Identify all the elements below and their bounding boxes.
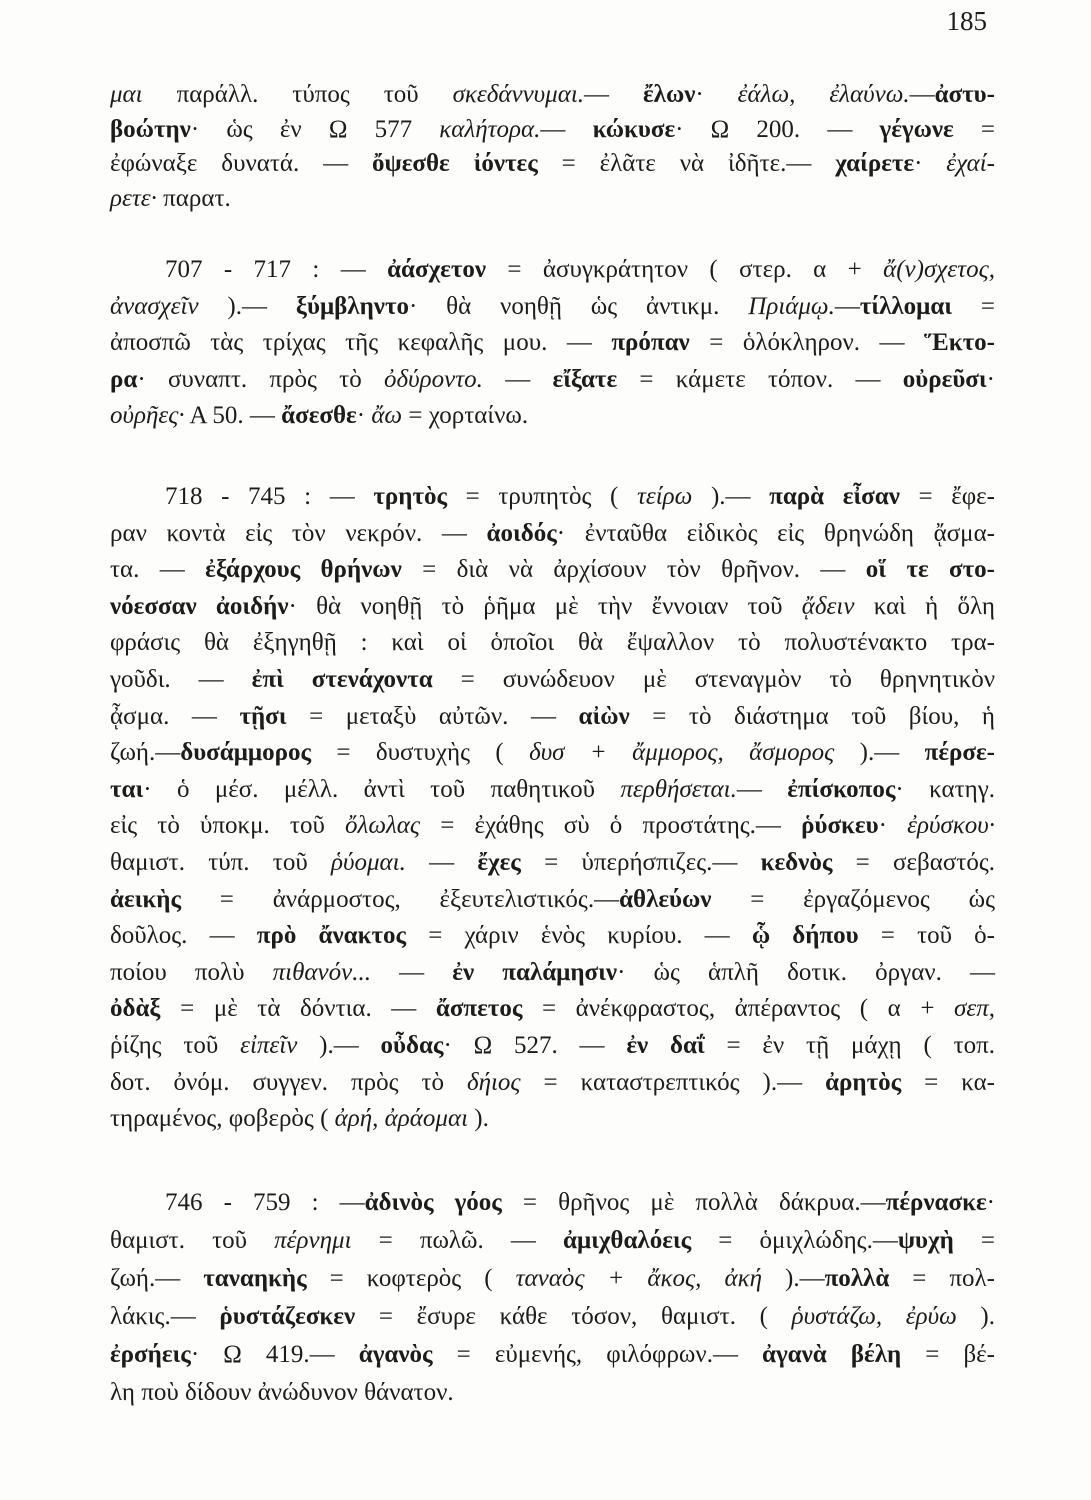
gloss-text: λη ποὺ δίδουν ἀνώδυνον θάνατον.: [110, 1379, 454, 1406]
text-line: [110, 289, 995, 326]
commentary-paragraph: [110, 1184, 995, 1412]
headword: οὖδας: [380, 1031, 444, 1059]
gloss-text: 746 - 759 : —: [165, 1189, 365, 1216]
italic-text: ἄ(ν)σχετος,: [883, 256, 995, 283]
commentary-paragraph: [110, 479, 995, 1138]
gloss-text: ·: [878, 812, 908, 840]
gloss-text: 718 - 745 : —: [165, 483, 374, 510]
line-text: [110, 1336, 995, 1374]
text-line: [110, 1222, 995, 1260]
italic-text: σκεδάννυμαι.: [452, 81, 585, 108]
gloss-text: ).—: [692, 483, 770, 510]
text-line: [110, 1028, 995, 1065]
headword: ᾧ δήπου: [751, 922, 859, 950]
italic-text: Πριάμῳ.: [748, 292, 835, 320]
gloss-text: = τρυπητὸς (: [447, 483, 637, 510]
line-text: [165, 479, 995, 516]
italic-text: ἐχαί-: [946, 150, 995, 177]
text-line: [110, 1336, 995, 1374]
gloss-text: · ἐνταῦθα εἰδικὸς εἰς θρηνώδη ᾄσμα-: [556, 519, 995, 547]
headword: Ἕκτο-: [924, 329, 995, 356]
line-text: [110, 662, 995, 699]
gloss-text: = ἔσυρε κάθε τόσον, θαμιστ. (: [355, 1303, 792, 1330]
text-line: [110, 735, 995, 772]
gloss-text: καὶ ἡ ὅλη: [854, 592, 995, 620]
headword: ἐξάρχους θρήνων: [205, 556, 402, 584]
headword: πρόπαν: [611, 329, 690, 356]
gloss-text: · θὰ νοηθῇ ὡς ἀντικμ.: [408, 292, 749, 320]
headword: ἐπίσκοπος: [787, 775, 896, 803]
gloss-text: = ἀνέκφραστος, ἀπέραντος ( α +: [522, 995, 955, 1023]
text-line: [110, 918, 995, 955]
gloss-text: = ἐλᾶτε νὰ ἰδῆτε.—: [537, 150, 836, 177]
commentary-paragraph: [110, 78, 995, 216]
headword: οὐρεῦσι: [902, 365, 987, 393]
headword: πολλὰ: [824, 1265, 890, 1292]
text-line: [110, 882, 995, 919]
italic-text: τείρω: [636, 483, 693, 510]
gloss-text: —: [405, 848, 478, 876]
gloss-text: ·: [986, 1189, 995, 1216]
gloss-text: = πολ-: [889, 1265, 995, 1292]
italic-text: εἰπεῖν: [240, 1031, 298, 1059]
gloss-text: —: [834, 292, 860, 320]
gloss-text: θαμιστ. τύπ. τοῦ: [110, 848, 331, 876]
gloss-text: = πωλῶ. —: [351, 1227, 563, 1254]
gloss-text: ἀποσπῶ τὰς τρίχας τῆς κεφαλῆς μου. —: [110, 329, 612, 356]
gloss-text: = κοφτερὸς (: [306, 1265, 516, 1292]
text-line: [110, 1260, 995, 1298]
gloss-text: τα. —: [110, 556, 206, 584]
gloss-text: = τοῦ ὁ-: [858, 922, 995, 950]
gloss-text: ·: [986, 365, 995, 393]
gloss-text: = ὁλόκληρον. —: [689, 329, 925, 356]
gloss-text: γοῦδι. —: [110, 665, 252, 693]
italic-text: ἐάλω, ἐλαύνω.: [737, 81, 910, 108]
line-text: [110, 699, 995, 736]
line-text: [110, 845, 995, 882]
line-text: [110, 955, 995, 992]
gloss-text: ).—: [834, 739, 925, 767]
line-text: [110, 398, 528, 435]
italic-text: ταναὸς + ἄκος, ἀκή: [515, 1265, 762, 1292]
gloss-text: · ὁ μέσ. μέλλ. ἀντὶ τοῦ παθητικοῦ: [143, 775, 621, 803]
headword: ῥύσκευ: [801, 812, 879, 840]
gloss-text: = βέ-: [901, 1341, 995, 1368]
headword: κώκυσε: [592, 115, 676, 143]
text-line: [110, 552, 995, 589]
line-text: [110, 772, 995, 809]
line-text: [110, 1101, 489, 1138]
italic-text: δυσ + ἄμμορος, ἄσμορος: [529, 739, 835, 767]
text-line: [110, 955, 995, 992]
headword: ταναηκὴς: [203, 1265, 307, 1292]
gloss-text: · Ω 419.—: [190, 1341, 359, 1368]
gloss-text: 707 - 717 : —: [165, 256, 388, 283]
headword: οἵ τε στο-: [865, 556, 995, 584]
italic-text: μαι: [110, 81, 143, 108]
headword: ἐρσήεις: [110, 1341, 191, 1368]
line-text: [110, 1298, 995, 1336]
text-line: [110, 1374, 995, 1412]
gloss-text: ·: [695, 81, 738, 108]
text-line: [110, 147, 995, 182]
line-text: [110, 362, 995, 399]
line-text: [110, 735, 995, 772]
text-line: [110, 1184, 995, 1222]
headword: τρητὸς: [373, 483, 448, 510]
gloss-text: παρατ.: [156, 184, 231, 212]
text-line: [110, 516, 995, 553]
gloss-text: = τὸ διάστημα τοῦ βίου, ἡ: [629, 702, 995, 730]
gloss-text: ).—: [297, 1031, 381, 1059]
headword: ἔχες: [477, 848, 521, 876]
headword: αἰὼν: [578, 702, 630, 730]
gloss-text: · ὡς ἐν Ω 577: [190, 115, 440, 143]
headword: ἀδινὸς γόος: [364, 1189, 502, 1216]
gloss-text: = ἀσυγκράτητον ( στερ. α +: [486, 256, 884, 283]
text-line: [110, 479, 995, 516]
text-line: [110, 252, 995, 289]
headword: χαίρετε: [835, 150, 915, 177]
headword: ἀστυ-: [934, 81, 995, 108]
line-text: [110, 808, 995, 845]
headword: παρὰ εἶσαν: [769, 483, 900, 510]
gloss-text: ).—: [761, 1265, 825, 1292]
line-text: [110, 516, 995, 553]
line-text: [110, 147, 995, 182]
headword: νόεσσαν ἀοιδήν: [110, 592, 289, 620]
headword: βοώτην: [110, 115, 191, 143]
italic-text: πιθανόν...: [272, 958, 371, 986]
gloss-text: · θὰ νοηθῇ τὸ ῥῆμα μὲ τὴν ἔννοιαν τοῦ: [288, 592, 802, 620]
italic-text: ὀδύροντο.: [384, 365, 483, 393]
gloss-text: ραν κοντὰ εἰς τὸν νεκρόν. —: [110, 519, 487, 547]
italic-text: περθήσεται.: [620, 775, 737, 803]
gloss-text: —: [909, 81, 935, 108]
text-line: [110, 325, 995, 362]
gloss-text: · Ω 200. —: [675, 115, 880, 143]
line-text: [110, 1374, 454, 1412]
text-line: [110, 845, 995, 882]
text-line: [110, 1101, 995, 1138]
line-text: [110, 1065, 995, 1102]
line-text: [110, 918, 995, 955]
gloss-text: δοῦλος. —: [110, 922, 257, 950]
gloss-text: = κάμετε τόπον. —: [617, 365, 903, 393]
headword: ἐν παλάμησιν: [452, 958, 618, 986]
gloss-text: = θρῆνος μὲ πολλὰ δάκρυα.—: [501, 1189, 886, 1216]
headword: ἐν δαΐ: [626, 1031, 705, 1059]
headword: ἀγανὸς: [358, 1341, 433, 1368]
line-text: [110, 882, 995, 919]
italic-text: ἄω: [371, 402, 403, 429]
gloss-text: = χάριν ἑνὸς κυρίου. —: [406, 922, 752, 950]
line-text: [110, 113, 995, 148]
line-text: [110, 182, 231, 217]
headword: τῇσι: [239, 702, 287, 730]
gloss-text: λάκις.—: [110, 1303, 220, 1330]
italic-text: ἀρή, ἀράομαι: [334, 1105, 469, 1133]
italic-text: ῥύομαι.: [331, 848, 406, 876]
gloss-text: = ἐχάθης σὺ ὁ προστάτης.—: [420, 812, 802, 840]
line-text: [165, 252, 995, 289]
text-line: [110, 182, 995, 217]
italic-text: ὄλωλας: [345, 812, 421, 840]
page-number: 185: [946, 6, 987, 36]
gloss-text: τηραμένος, φοβερὸς (: [110, 1105, 335, 1133]
italic-text: σεπ,: [954, 995, 995, 1023]
gloss-text: ·: [356, 402, 372, 429]
line-text: [110, 325, 995, 362]
italic-text: ἐρύσκου·: [907, 812, 995, 840]
italic-text: δήιος: [466, 1068, 521, 1096]
headword: ἀγανὰ βέλη: [762, 1341, 902, 1368]
text-line: [110, 808, 995, 845]
italic-text: καλήτορα.: [439, 115, 541, 143]
gloss-text: Α 50. —: [184, 402, 282, 429]
headword: ἀμιχθαλόεις: [563, 1227, 692, 1254]
line-text: [110, 1028, 995, 1065]
gloss-text: εἰς τὸ ὑποκμ. τοῦ: [110, 812, 345, 840]
headword: πέρσε-: [924, 739, 995, 767]
gloss-text: = δυστυχὴς (: [311, 739, 530, 767]
gloss-text: · ὡς ἁπλῆ δοτικ. ὀργαν. —: [617, 958, 995, 986]
headword: ἀάσχετον: [387, 256, 487, 283]
headword: ἄσπετος: [435, 995, 523, 1023]
headword: ἀοιδός: [486, 519, 557, 547]
gloss-text: —: [736, 775, 788, 803]
gloss-text: —: [482, 365, 553, 393]
text-line: [110, 699, 995, 736]
text-line: [110, 625, 995, 662]
gloss-text: —: [370, 958, 453, 986]
italic-text: ρετε·: [110, 184, 157, 212]
headword: ἀρητὸς: [825, 1068, 902, 1096]
headword: ἀεικὴς: [110, 885, 182, 913]
gloss-text: = διὰ νὰ ἀρχίσουν τὸν θρῆνον. —: [401, 556, 866, 584]
line-text: [110, 625, 995, 662]
line-text: [110, 1260, 995, 1298]
gloss-text: φράσις θὰ ἐξηγηθῇ : καὶ οἱ ὁποῖοι θὰ ἔψαλλον τὸ πολυστένακτο τρα-: [110, 629, 995, 657]
gloss-text: =: [952, 292, 995, 320]
headword: πέρνασκε: [885, 1189, 987, 1216]
gloss-text: · κατηγ.: [895, 775, 995, 803]
italic-text: ῥυστάζω, ἐρύω: [791, 1303, 957, 1330]
text-line: [110, 589, 995, 626]
text-line: [110, 772, 995, 809]
gloss-text: δοτ. ὀνόμ. συγγεν. πρὸς τὸ: [110, 1068, 467, 1096]
gloss-text: —: [584, 81, 643, 108]
gloss-text: =: [953, 1227, 995, 1254]
headword: γέγωνε: [879, 115, 954, 143]
gloss-text: = συνώδευον μὲ στεναγμὸν τὸ θρηνητικὸν: [432, 665, 996, 693]
headword: εἴξατε: [552, 365, 618, 393]
headword: κεδνὸς: [760, 848, 833, 876]
gloss-text: = ἐργαζόμενος ὡς: [711, 885, 995, 913]
line-text: [110, 78, 995, 113]
commentary-paragraph: [110, 252, 995, 435]
line-text: [110, 589, 995, 626]
gloss-text: = εὐμενής, φιλόφρων.—: [432, 1341, 763, 1368]
gloss-text: ·: [914, 150, 947, 177]
text-line: [110, 662, 995, 699]
line-text: [110, 1222, 995, 1260]
gloss-text: = ἀνάρμοστος, ἐξευτελιστικός.—: [181, 885, 620, 913]
gloss-text: παράλλ. τύπος τοῦ: [142, 81, 453, 108]
headword: ἔλων: [642, 81, 696, 108]
headword: τίλλομαι: [859, 292, 953, 320]
gloss-text: =: [953, 115, 995, 143]
text-line: [110, 362, 995, 399]
headword: ρα: [110, 365, 138, 393]
line-text: [110, 289, 995, 326]
gloss-text: = χορταίνω.: [402, 402, 529, 429]
headword: ὀδὰξ: [110, 995, 161, 1023]
gloss-text: = σεβαστός.: [832, 848, 995, 876]
gloss-text: = μὲ τὰ δόντια. —: [160, 995, 436, 1023]
gloss-text: = κα-: [901, 1068, 995, 1096]
gloss-text: = ὑπερήσπιζες.—: [520, 848, 761, 876]
headword: ται: [110, 775, 144, 803]
gloss-text: ποίου πολὺ: [110, 958, 273, 986]
headword: δυσάμμορος: [180, 739, 312, 767]
headword: ψυχὴ: [897, 1227, 954, 1254]
headword: ἄσεσθε: [281, 402, 357, 429]
line-text: [110, 552, 995, 589]
gloss-text: ᾆσμα. —: [110, 702, 240, 730]
text-line: [110, 113, 995, 148]
text-line: [110, 1065, 995, 1102]
gloss-text: ).: [468, 1105, 489, 1133]
headword: ῥυστάζεσκεν: [219, 1303, 356, 1330]
headword: ἐπὶ στενάχοντα: [251, 665, 433, 693]
headword: ἀθλεύων: [619, 885, 712, 913]
text-line: [110, 1298, 995, 1336]
italic-text: ᾄδειν: [801, 592, 855, 620]
gloss-text: = ἐν τῇ μάχῃ ( τοπ.: [704, 1031, 995, 1059]
gloss-text: = μεταξὺ αὐτῶν. —: [286, 702, 579, 730]
headword: ξύμβληντο: [295, 292, 409, 320]
gloss-text: ).: [956, 1303, 995, 1330]
headword: ὄψεσθε ἰόντες: [372, 150, 538, 177]
text-line: [110, 991, 995, 1028]
text-line: [110, 78, 995, 113]
gloss-text: ζωή.—: [110, 739, 181, 767]
italic-text: ἀνασχεῖν: [110, 292, 199, 320]
gloss-text: = καταστρεπτικός ).—: [520, 1068, 826, 1096]
gloss-text: · συναπτ. πρὸς τὸ: [137, 365, 385, 393]
line-text: [110, 991, 995, 1028]
gloss-text: ζωή.—: [110, 1265, 204, 1292]
gloss-text: ).—: [198, 292, 296, 320]
gloss-text: —: [540, 115, 593, 143]
gloss-text: ῥίζης τοῦ: [110, 1031, 241, 1059]
gloss-text: ἐφώναξε δυνατά. —: [110, 150, 373, 177]
gloss-text: θαμιστ. τοῦ: [110, 1227, 275, 1254]
italic-text: πέρνημι: [274, 1227, 352, 1254]
text-line: [110, 398, 995, 435]
gloss-text: = ὁμιχλώδης.—: [691, 1227, 898, 1254]
line-text: [165, 1184, 995, 1222]
gloss-text: = ἔφε-: [899, 483, 995, 510]
italic-text: οὐρῆες·: [110, 402, 185, 429]
gloss-text: · Ω 527. —: [443, 1031, 627, 1059]
headword: πρὸ ἄνακτος: [256, 922, 407, 950]
